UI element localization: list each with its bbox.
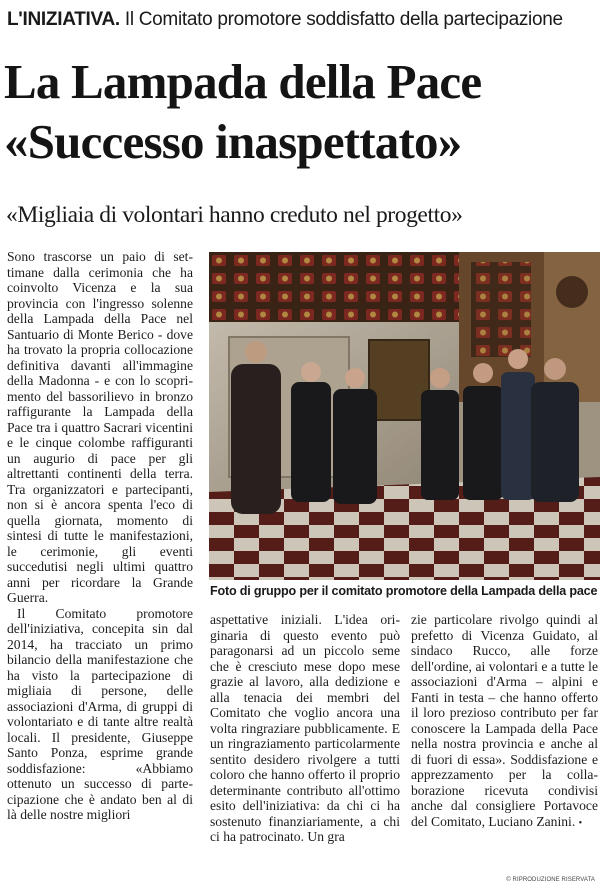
headline-line-2: «Successo inaspettato» (4, 114, 462, 169)
article-paragraph: Il Comitato promotore dell'iniziativa, concepita sin dal 2014, ha tracciato un primo bilancio della manifestazione che ha visto la partecipazione di migliaia di persone, delle associazioni d'Arma, di gruppi di volontariato e di tante altre realtà locali. Il presidente, Giuseppe Santo Ponza, esprime grande soddisfazione: «Abbiamo ottenuto un successo di partecipazione che è andato ben al di là delle nostre migliori (7, 605, 193, 822)
article-column-3 (411, 612, 598, 887)
article-paragraph: Sono trascorse un paio di settimane dalla cerimonia che ha coinvolto Vicenza e la sua provincia con l'ingresso solenne della Lampada della Pace nel Santuario di Monte Berico - dove ha trovato la propria collocazione definitiva davanti all'immagine della Madonna - e con lo scoprimento del bassorilievo in bronzo raffigurante la Lampada della Pace tra i quattro Sacrari vicentini e le cinque colombe raffiguranti un augurio di pace per gli altrettanti continenti della terra. Tra organizzatori e partecipanti, non si è ancora spenta l'eco di quella giornata, momento di sintesi di tutte le manifestazioni, le cerimonie, gli eventi succedutisi negli ultimi quattro anni per ricordare la Grande Guerra. (7, 249, 193, 605)
article-paragraph: zie particolare rivolgo quindi al prefetto di Vicenza Guidato, al sindaco Rucco, alle forze dell'ordine, ai volontari e a tutte le associazioni d'Arma – alpini e Fanti in testa – che hanno offerto il loro prezioso contributo per far conoscere la Lampada della Pace nella nostra provincia e anche al di fuori di essa». Soddisfazione e apprezzamento per la collaborazione ricevuta condivisi anche dal consigliere Portavoce del Comitato, Luciano Zanini. (411, 612, 598, 829)
kicker (7, 6, 599, 34)
end-mark: • (578, 817, 583, 829)
article-column-2 (210, 612, 400, 887)
photo-caption: Foto di gruppo per il comitato promotore della Lampada della pace (210, 584, 598, 598)
headline-line-1: La Lampada della Pace (4, 54, 482, 109)
subhead: «Migliaia di volontari hanno creduto nel progetto» (6, 202, 463, 228)
kicker-lead: L'INIZIATIVA. (7, 9, 120, 30)
kicker-text: Il Comitato promotore soddisfatto della partecipazione (124, 9, 563, 30)
article-paragraph: aspettative iniziali. L'idea originaria di questo evento può paragonarsi ad un piccolo seme che è cresciuto mese dopo mese grazie al lavoro, alla dedizione e alla tenacia dei membri del Comitato che voglio ancora una volta ringraziare pubblicamente. E un ringraziamento particolarmente sentito desidero rivolgere a tutti coloro che hanno offerto il proprio determinante contributo all'ottimo esito dell'iniziativa: da chi ci ha sostenuto finanziariamente, a chi ci ha patrocinato. Un gra (210, 612, 400, 844)
article-column-1 (7, 249, 193, 885)
group-photo (209, 252, 600, 580)
headline (4, 52, 600, 172)
copyright-credit: © RIPRODUZIONE RISERVATA (506, 877, 595, 883)
